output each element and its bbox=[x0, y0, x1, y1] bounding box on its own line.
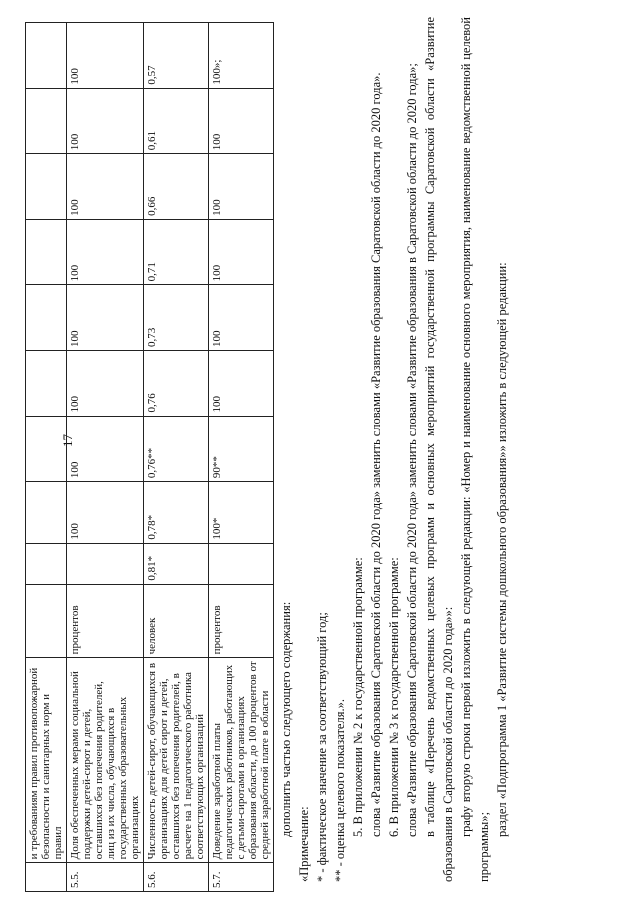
value-cell bbox=[26, 543, 67, 584]
value-cell: 0,76 bbox=[144, 350, 209, 416]
table-row bbox=[26, 23, 67, 892]
value-cell bbox=[26, 23, 67, 89]
value-cell: 100 bbox=[209, 285, 274, 351]
value-cell bbox=[26, 219, 67, 285]
value-cell: 90** bbox=[209, 416, 274, 482]
unit-cell: процентов bbox=[67, 584, 144, 658]
value-cell bbox=[26, 416, 67, 482]
text-paragraph: 6. В приложении № 3 к государственной программе: bbox=[387, 557, 401, 837]
value-cell: 100* bbox=[209, 482, 274, 543]
text-paragraph: дополнить частью следующего содержания: bbox=[279, 601, 293, 837]
indicators-table bbox=[25, 22, 274, 892]
value-cell: 0,66 bbox=[144, 154, 209, 220]
value-cell: 0,71 bbox=[144, 219, 209, 285]
text-paragraph: 5. В приложении № 2 к государственной программе: bbox=[351, 557, 365, 837]
text-paragraph: графу вторую строки первой изложить в следующей редакции: «Номер и наименование основного мероприятия, наименование ведомственной целевой программы»; bbox=[459, 17, 491, 882]
table-row bbox=[67, 23, 144, 892]
table-row bbox=[144, 23, 209, 892]
text-paragraph: «Примечание: bbox=[297, 806, 311, 882]
value-cell: 0,57 bbox=[144, 23, 209, 89]
value-cell: 100 bbox=[67, 154, 144, 220]
rotated-page-content bbox=[25, 7, 625, 892]
text-paragraph: слова «Развитие образования Саратовской области до 2020 года» заменить словами «Развитие образования Саратовской области до 2020 года». bbox=[369, 72, 383, 837]
unit-cell bbox=[26, 584, 67, 658]
row-number-cell: 5.7. bbox=[209, 863, 274, 892]
value-cell bbox=[209, 543, 274, 584]
indicator-name-cell: Численность детей-сирот, обучающихся в организациях для детей сирот и детей, оставшихся без попечения родителей, в расчете на 1 педагогического работника соответствующих организаций bbox=[144, 658, 209, 863]
value-cell bbox=[26, 154, 67, 220]
text-paragraph: раздел «Подпрограмма 1 «Развитие системы дошкольного образования»» изложить в следующей редакции: bbox=[495, 262, 509, 837]
indicator-name-cell: и требованиям правил противопожарной безопасности и санитарных норм и правил bbox=[26, 658, 67, 863]
text-paragraph: в таблице «Перечень ведомственных целевых программ и основных мероприятий государственной программы Саратовской области «Развитие образования в Саратовской области до 2020 года»»: bbox=[423, 17, 455, 882]
value-cell bbox=[26, 285, 67, 351]
text-paragraph: ** - оценка целевого показателя.». bbox=[333, 699, 347, 882]
value-cell: 100 bbox=[67, 88, 144, 154]
value-cell: 0,78* bbox=[144, 482, 209, 543]
row-number-cell bbox=[26, 863, 67, 892]
value-cell: 0,61 bbox=[144, 88, 209, 154]
unit-cell: процентов bbox=[209, 584, 274, 658]
value-cell: 100 bbox=[67, 219, 144, 285]
value-cell: 0,73 bbox=[144, 285, 209, 351]
amendment-text bbox=[277, 17, 511, 882]
value-cell: 100 bbox=[209, 350, 274, 416]
value-cell: 100 bbox=[67, 350, 144, 416]
value-cell: 0,81* bbox=[144, 543, 209, 584]
value-cell: 100»; bbox=[209, 23, 274, 89]
row-number-cell: 5.6. bbox=[144, 863, 209, 892]
table-row bbox=[209, 23, 274, 892]
value-cell: 100 bbox=[67, 285, 144, 351]
row-number-cell: 5.5. bbox=[67, 863, 144, 892]
text-paragraph: слова «Развитие образования Саратовской области до 2020 года» заменить словами «Развитие образования в Саратовской области до 2020 года»; bbox=[405, 63, 419, 837]
unit-cell: человек bbox=[144, 584, 209, 658]
value-cell: 0,76** bbox=[144, 416, 209, 482]
table-body bbox=[26, 23, 274, 892]
indicator-name-cell: Доля обеспеченных мерами социальной поддержки детей-сирот и детей, оставшихся без попечения родителей, лиц из их числа, обучающихся в государственных образовательных организациях bbox=[67, 658, 144, 863]
value-cell: 100 bbox=[209, 154, 274, 220]
value-cell bbox=[26, 88, 67, 154]
value-cell bbox=[26, 350, 67, 416]
value-cell: 100 bbox=[67, 23, 144, 89]
indicator-name-cell: Доведение заработной платы педагогических работников, работающих с детьми-сиротами в организациях образования области, до 100 процентов от средней заработной плате в области bbox=[209, 658, 274, 863]
page-number: 17 bbox=[60, 434, 75, 447]
value-cell bbox=[67, 543, 144, 584]
value-cell: 100 bbox=[67, 482, 144, 543]
value-cell: 100 bbox=[209, 88, 274, 154]
text-paragraph: * - фактическое значение за соответствующий год; bbox=[315, 612, 329, 882]
value-cell: 100 bbox=[209, 219, 274, 285]
value-cell bbox=[26, 482, 67, 543]
value-cell: 100 bbox=[67, 416, 144, 482]
